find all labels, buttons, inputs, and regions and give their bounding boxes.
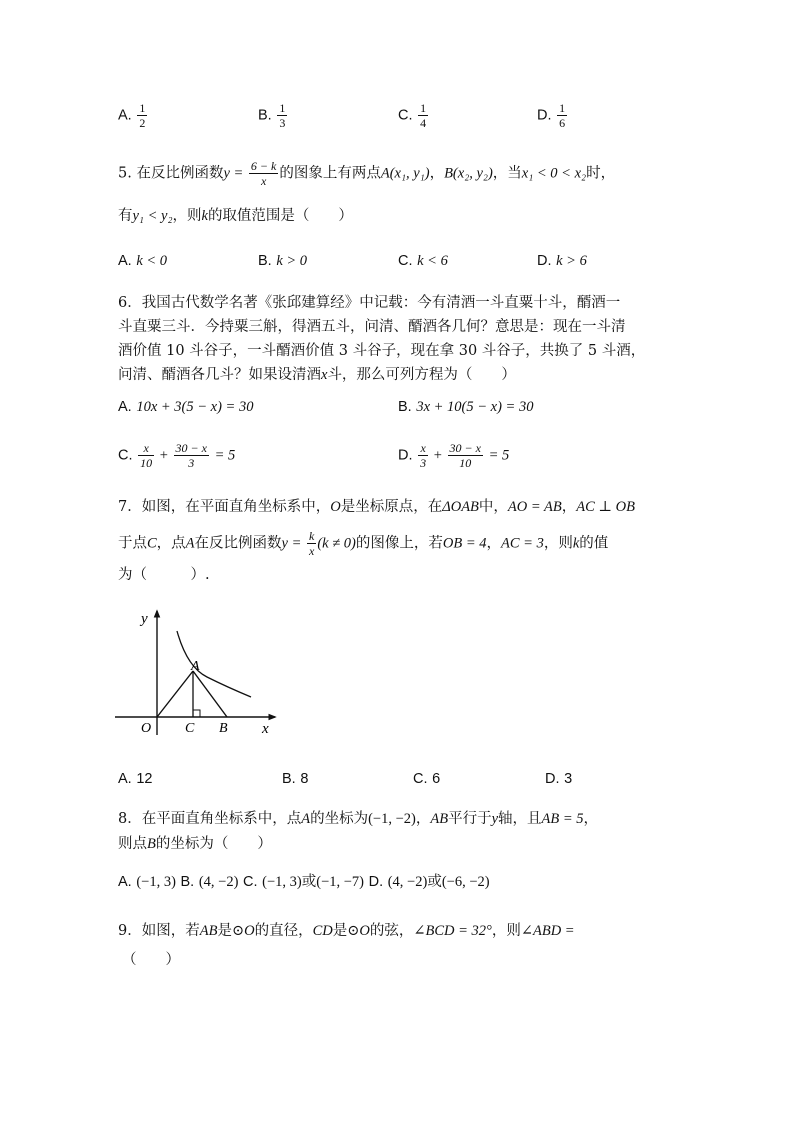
q5-line1: 5. 在反比例函数y = $\frac{6 - k}{x}$ 的图象上有两点A(x₁, y₁)，B(x₂, y₂)，当x₁ < 0 < x₂时， [118,159,616,188]
point-c-label: C [185,721,195,736]
point-b-label: B [219,721,228,736]
q7-line2: 于点C，点A在反比例函数y = $\frac{k}{x}$ (k ≠ 0)的图像上，若OB = 4，AC = 3，则k的值 [118,529,609,558]
q7-line1: 7．如图，在平面直角坐标系中，O是坐标原点，在ΔOAB中，AO = AB，AC ⊥ OB [118,499,635,515]
q7-option-d[interactable]: D. 3 [545,771,573,787]
option-label: D. [537,107,552,124]
q4-option-b[interactable] [258,102,288,129]
q6-line1: 6．我国古代数学名著《张邱建算经》中记载：今有清酒一斗直粟十斗，醑酒一 [118,295,621,311]
q6-option-b[interactable]: B. 3x + 10(5 − x) = 30 [398,399,534,415]
q5-line2: 有y₁ < y₂，则k的取值范围是（ ） [118,208,353,224]
origin-label: O [141,721,152,736]
point-a-label: A [191,659,200,674]
q5-option-c[interactable]: C. k < 6 [398,253,448,269]
fraction: $\frac{1}{3}$ [279,101,286,130]
q8-option-d[interactable]: D. (4, −2)或(−6, −2) [368,874,490,890]
q9-line2: （ ） [122,952,180,968]
q6-option-d[interactable]: D. $\frac{x}{3}$ + $\frac{30 - x}{10}$ = 5 [398,441,510,470]
fraction: $\frac{30 - x}{3}$ [175,441,207,470]
q7-line3: 为（ ）. [118,567,210,583]
fraction: $\frac{1}{6}$ [559,101,566,130]
fraction: $\frac{6 - k}{x}$ [250,159,277,188]
option-label: A. [118,107,132,124]
q5-option-b[interactable]: B. k > 0 [258,253,308,269]
q8-option-c[interactable]: C. (−1, 3)或(−1, −7) [243,874,364,890]
fraction: $\frac{1}{2}$ [139,101,146,130]
q9-line1: 9．如图，若AB是⊙O的直径，CD是⊙O的弦，∠BCD = 32°，则∠ABD = [118,923,575,939]
hyperbola-curve [177,631,251,697]
q7-option-b[interactable]: B. 8 [282,771,309,787]
q4-option-c[interactable] [398,102,429,129]
q7-option-a[interactable]: A. 12 [118,771,153,787]
q6-line4: 问清、醑酒各几斗？如果设清酒x斗，那么可列方程为（ ） [118,367,516,383]
option-label: B. [258,107,272,124]
segment-oa [157,671,193,717]
q8-line1: 8．在平面直角坐标系中，点A的坐标为(−1, −2)，AB平行于y轴，且AB = 5， [118,811,599,827]
q5-option-a[interactable]: A. k < 0 [118,253,168,269]
q5-option-d[interactable]: D. k > 6 [537,253,587,269]
fraction: $\frac{x}{10}$ [140,441,153,470]
fraction: $\frac{x}{3}$ [420,441,427,470]
q7-option-c[interactable]: C. 6 [413,771,441,787]
q4-option-a[interactable] [118,102,148,129]
option-label: C. [398,107,413,124]
q6-option-c[interactable]: C. $\frac{x}{10}$ + $\frac{30 - x}{3}$ = 5 [118,441,236,470]
q4-option-d[interactable] [537,102,568,129]
y-axis-label: y [141,611,148,627]
x-axis-label: x [262,721,269,737]
fraction: $\frac{1}{4}$ [420,101,427,130]
fraction: $\frac{k}{x}$ [309,529,315,558]
fraction: $\frac{30 - x}{10}$ [449,441,481,470]
q8-option-b[interactable]: B. (4, −2) [180,874,239,890]
q6-option-a[interactable]: A. 10x + 3(5 − x) = 30 [118,399,254,415]
q8-line2: 则点B的坐标为（ ） [118,836,272,852]
q6-line3: 酒价值 10 斗谷子，一斗醑酒价值 3 斗谷子，现在拿 30 斗谷子，共换了 5 斗酒， [118,343,646,359]
q8-option-a[interactable]: A. (−1, 3) [118,874,176,890]
q8-options [118,870,490,891]
right-angle-mark [193,710,200,717]
q7-coordinate-graph [115,605,285,740]
q6-line2: 斗直粟三斗．今持粟三斛，得酒五斗，问清、醑酒各几何？意思是：现在一斗清 [118,319,626,335]
